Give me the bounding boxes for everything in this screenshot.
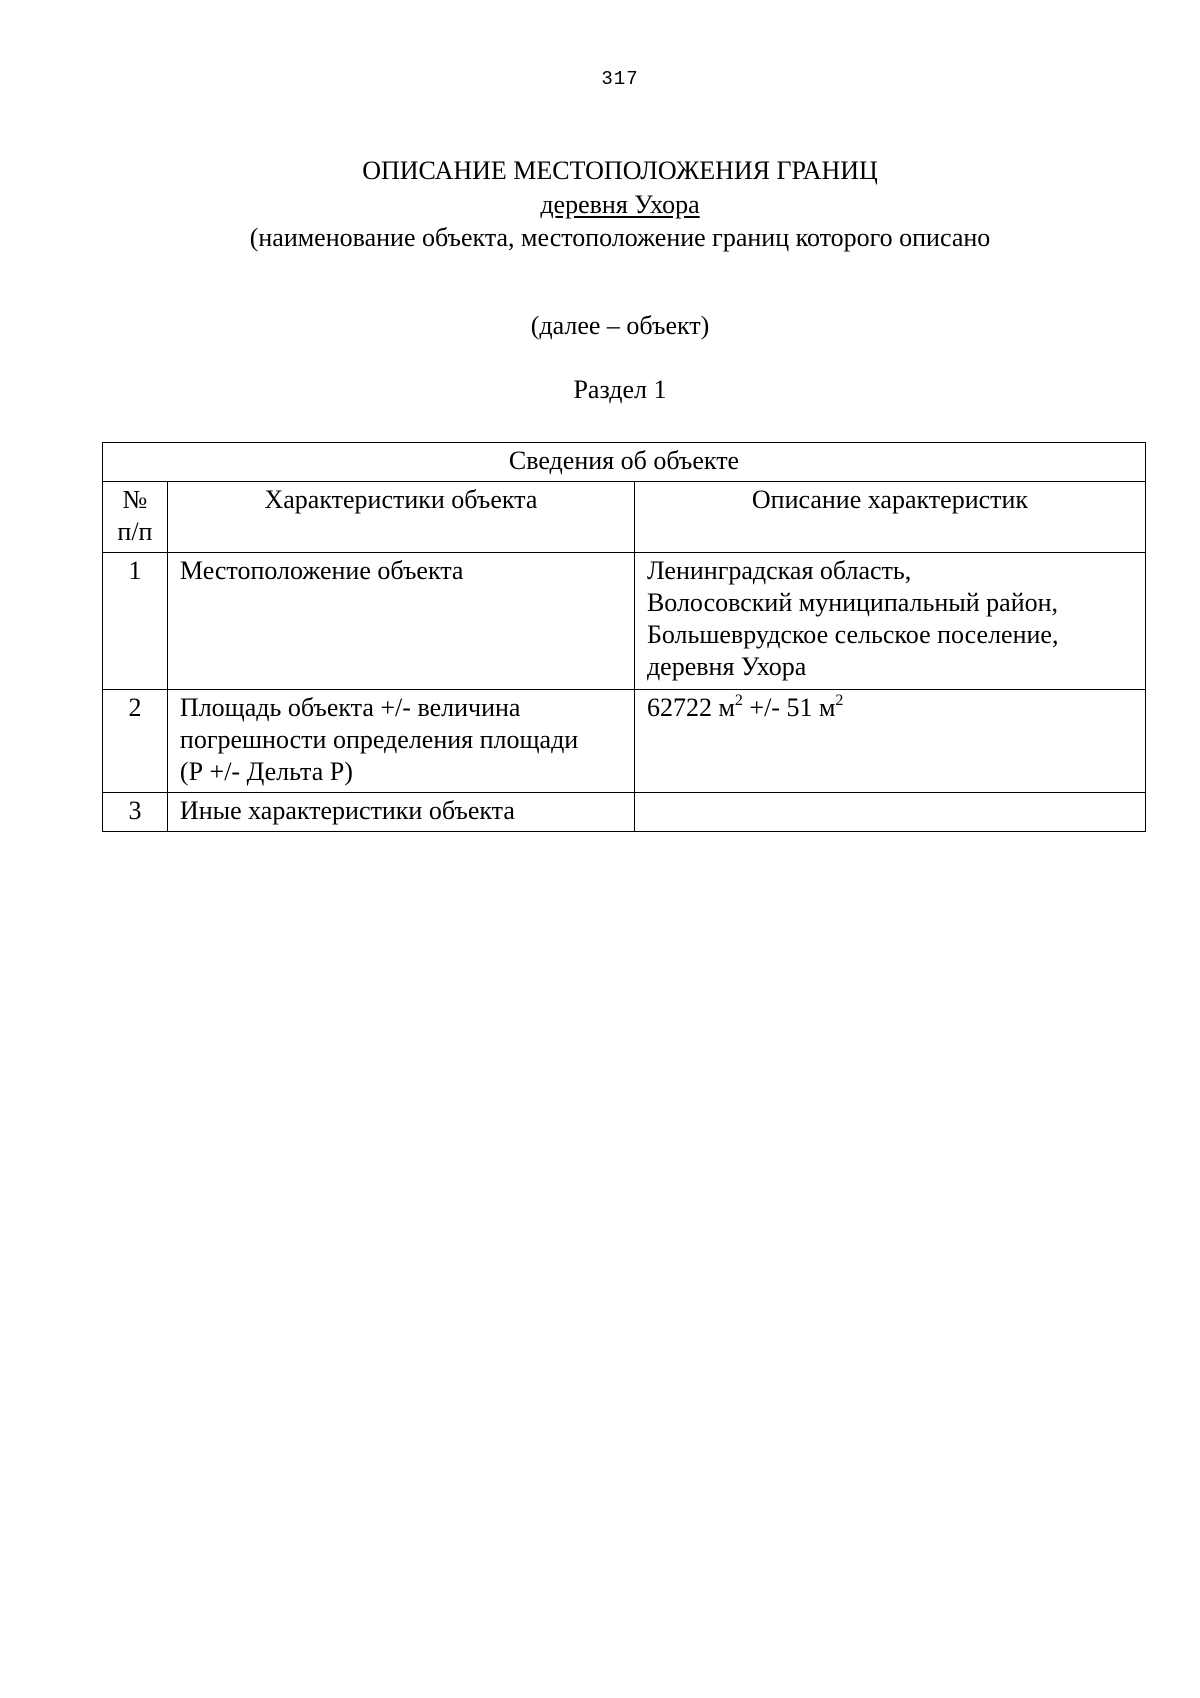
area-tolerance: +/- 51 м xyxy=(742,693,836,722)
table-row xyxy=(103,793,1146,832)
row-number: 1 xyxy=(103,553,168,690)
row-characteristic: Местоположение объекта xyxy=(167,553,634,690)
area-value: 62722 м xyxy=(646,693,735,722)
characteristic-line: (Р +/- Дельта Р) xyxy=(179,757,353,786)
table-row xyxy=(103,553,1146,690)
header-number-abbrev: п/п xyxy=(117,517,153,546)
description-line: Волосовский муниципальный район, xyxy=(646,588,1059,617)
header-number-cell xyxy=(103,482,168,553)
row-number: 2 xyxy=(103,690,168,793)
header-description: Описание характеристик xyxy=(634,482,1145,553)
row-number: 3 xyxy=(103,793,168,832)
description-line: Ленинградская область, xyxy=(646,556,912,585)
characteristic-line: Площадь объекта +/- величина xyxy=(179,693,521,722)
tolerance-unit-power: 2 xyxy=(835,692,844,709)
row-characteristic xyxy=(167,690,634,793)
area-unit-power: 2 xyxy=(734,692,743,709)
object-name: деревня Ухора xyxy=(540,190,700,219)
characteristic-line: погрешности определения площади xyxy=(179,725,579,754)
table-title: Сведения об объекте xyxy=(103,443,1146,482)
table-row xyxy=(103,690,1146,793)
row-characteristic: Иные характеристики объекта xyxy=(167,793,634,832)
section-label: Раздел 1 xyxy=(573,375,667,404)
document-title: ОПИСАНИЕ МЕСТОПОЛОЖЕНИЯ ГРАНИЦ xyxy=(362,156,878,185)
page-number: 317 xyxy=(601,68,639,90)
description-line: Большеврудское сельское поселение, xyxy=(646,620,1059,649)
row-description xyxy=(634,793,1145,832)
object-name-caption: (наименование объекта, местоположение границ которого описано xyxy=(249,223,991,252)
row-description xyxy=(634,553,1145,690)
object-info-table xyxy=(102,442,1146,832)
header-characteristics: Характеристики объекта xyxy=(167,482,634,553)
header-number-symbol: № xyxy=(122,485,148,514)
object-name-line xyxy=(0,190,1200,220)
description-line: деревня Ухора xyxy=(646,652,807,681)
table-title-row xyxy=(103,443,1146,482)
row-description xyxy=(634,690,1145,793)
table-header-row xyxy=(103,482,1146,553)
further-referred-label: (далее – объект) xyxy=(530,311,710,340)
